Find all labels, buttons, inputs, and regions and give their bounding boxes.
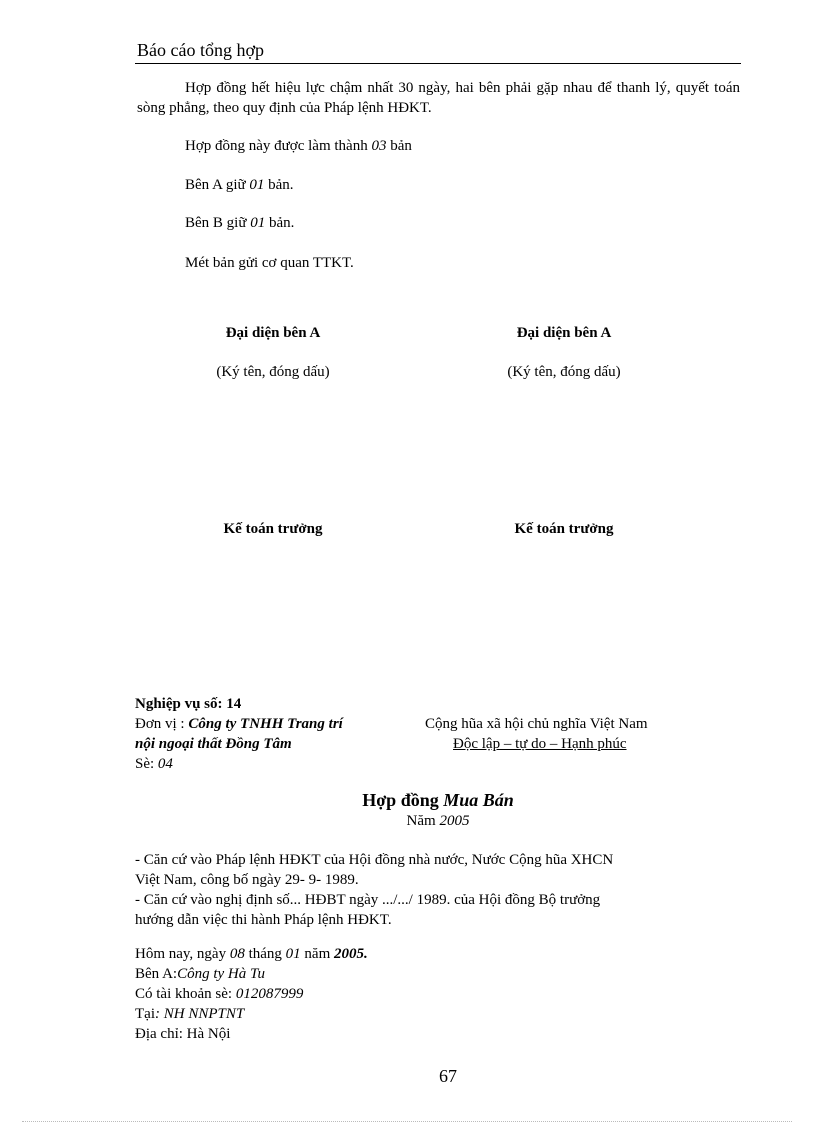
bank-value: : NH NNPTNT [155,1006,245,1022]
party-a-copies-text: Bên A giữ [185,177,250,193]
contract-year-value: 2005 [439,813,470,829]
copies-text: Hợp đồng này được làm thành [185,138,372,154]
account-label: Có tài khoản sè: [135,986,236,1002]
party-a-copies-number: 01 [249,177,265,193]
contract-year-label: Năm [406,813,440,829]
party-a-copies-line [185,175,294,195]
national-motto: Độc lập – tự do – Hạnh phúc [453,736,627,752]
paragraph-liquidation: Hợp đồng hết hiệu lực chậm nhất 30 ngày, hai bên phải gặp nhau để thanh lý, quyết toán sòng phẳng, theo quy định của Pháp lệnh HĐKT. [137,80,740,116]
date-month: 01 [285,946,301,962]
document-number-value: 04 [157,756,173,772]
date-text-3: năm [300,946,334,962]
copies-line [185,136,412,156]
basis-2-line-2: hướng dẫn việc thi hành Pháp lệnh HĐKT. [135,912,392,928]
page-bottom-divider [22,1121,792,1122]
date-year: 2005. [334,946,368,962]
address: Địa chỉ: Hà Nội [135,1026,231,1042]
header-rule [135,63,741,64]
date-day: 08 [229,946,245,962]
party-a-value: Công ty Hà Tu [177,966,266,982]
page-number: 67 [439,1066,457,1086]
copies-number: 03 [371,138,387,154]
party-a-label: Bên A: [135,966,178,982]
chief-accountant-left: Kế toán trưởng [223,521,323,537]
ttkt-copy-line: Mét bản gửi cơ quan TTKT. [185,255,354,271]
signature-rep-right: Đại diện bên A [516,325,612,341]
signature-note-right: (Ký tên, đóng dấu) [507,364,621,380]
basis-2-line-1: - Căn cứ vào nghị định số... HĐBT ngày .../.../ 1989. của Hội đồng Bộ trưởng [135,892,601,908]
party-a [135,964,265,984]
basis-1-line-2: Việt Nam, công bố ngày 29- 9- 1989. [135,872,359,888]
account-value: 012087999 [235,986,304,1002]
unit-label: Đơn vị : [135,716,189,732]
date-text-1: Hôm nay, ngày [135,946,230,962]
bank [135,1004,244,1024]
document-number-label: Sè: [135,756,158,772]
chief-accountant-right: Kế toán trưởng [514,521,614,537]
document-number [135,754,173,774]
account-number [135,984,303,1004]
contract-date [135,944,368,964]
contract-title [0,790,816,811]
party-b-copies-text: Bên B giữ [185,215,251,231]
party-b-copies-suffix: bản. [265,215,295,231]
signature-rep-left: Đại diện bên A [225,325,321,341]
contract-title-prefix: Hợp đồng [362,790,444,810]
running-header: Báo cáo tổng hợp [137,40,264,60]
unit-line-1 [135,714,343,734]
contract-year [0,813,816,830]
party-b-copies-line [185,213,294,233]
unit-name-part1: Công ty TNHH Trang trí [188,716,343,732]
party-b-copies-number: 01 [250,215,266,231]
basis-1-line-1: - Căn cứ vào Pháp lệnh HĐKT của Hội đồng nhà nước, Nước Cộng hũa XHCN [135,852,614,868]
bank-label: Tại [135,1006,155,1022]
transaction-number: Nghiệp vụ số: 14 [135,696,242,712]
national-title: Cộng hũa xã hội chủ nghĩa Việt Nam [425,716,648,732]
party-a-copies-suffix: bản. [264,177,294,193]
contract-title-emphasis: Mua Bán [443,790,514,810]
date-text-2: tháng [244,946,286,962]
copies-suffix: bản [386,138,412,154]
signature-note-left: (Ký tên, đóng dấu) [216,364,330,380]
unit-name-part2: nội ngoại thất Đồng Tâm [135,736,292,752]
